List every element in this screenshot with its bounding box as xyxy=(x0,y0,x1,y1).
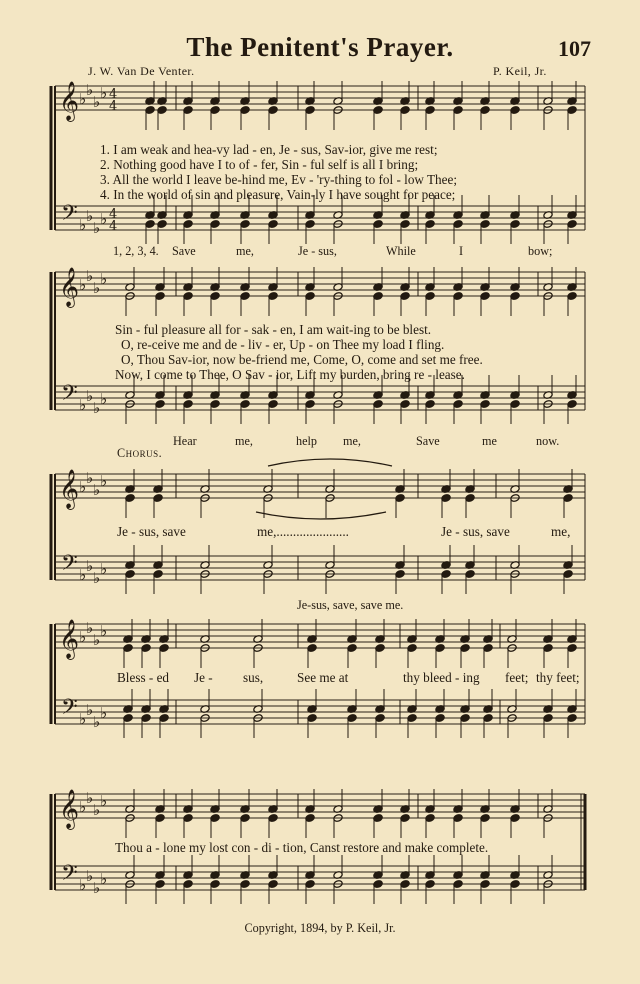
flat-sign: ♭ xyxy=(79,90,87,108)
tie-mark xyxy=(268,459,392,466)
tie-mark xyxy=(256,512,386,519)
time-signature: 4 xyxy=(109,87,118,102)
flat-sign: ♭ xyxy=(86,867,94,885)
flat-sign: ♭ xyxy=(79,876,87,894)
lyric-word: feet; xyxy=(505,670,529,685)
bass-clef: 𝄢 xyxy=(61,201,78,231)
flat-sign: ♭ xyxy=(86,267,94,285)
verse-line: O, re-ceive me and de - liv - er, Up - on Thee my load I fling. xyxy=(121,337,445,352)
verse-line: 3. All the world I leave be-hind me, Ev - 'ry-thing to fol - low Thee; xyxy=(100,172,458,187)
time-signature: 4 xyxy=(109,219,118,234)
flat-sign: ♭ xyxy=(93,801,101,819)
lyric-word: thy bleed - ing xyxy=(403,670,480,685)
bass-clef: 𝄢 xyxy=(61,695,78,725)
page-number: 107 xyxy=(558,36,591,61)
treble-clef: 𝄞 xyxy=(59,81,80,121)
lyric-word: sus, xyxy=(243,670,264,685)
chorus-label: Chorus. xyxy=(117,446,163,460)
lyric-word: me, xyxy=(343,434,361,448)
flat-sign: ♭ xyxy=(79,216,87,234)
lyric-word: Save xyxy=(172,244,196,258)
flat-sign: ♭ xyxy=(100,390,108,408)
lyric-word: me, xyxy=(235,434,253,448)
lyric-word: me, xyxy=(551,524,571,539)
flat-sign: ♭ xyxy=(93,481,101,499)
lyric-word: Je-sus, save, save me. xyxy=(297,598,404,612)
lyric-word: While xyxy=(386,244,416,258)
lyric-word: bow; xyxy=(528,244,553,258)
flat-sign: ♭ xyxy=(79,710,87,728)
flat-sign: ♭ xyxy=(100,270,108,288)
lyric-word: 1, 2, 3, 4. xyxy=(113,244,159,258)
lyric-word: me xyxy=(482,434,497,448)
flat-sign: ♭ xyxy=(86,557,94,575)
lyric-word: thy feet; xyxy=(536,670,580,685)
lyric-word: Je - sus, save xyxy=(441,524,510,539)
flat-sign: ♭ xyxy=(100,870,108,888)
lyric-word: now. xyxy=(536,434,560,448)
lyric-word: Je - sus, save xyxy=(117,524,186,539)
composer-credit: P. Keil, Jr. xyxy=(493,64,547,78)
flat-sign: ♭ xyxy=(86,701,94,719)
flat-sign: ♭ xyxy=(79,276,87,294)
hymn-title: The Penitent's Prayer. xyxy=(186,32,454,62)
flat-sign: ♭ xyxy=(86,207,94,225)
flat-sign: ♭ xyxy=(100,622,108,640)
lyric-word: Hear xyxy=(173,434,197,448)
flat-sign: ♭ xyxy=(79,628,87,646)
lyric-word: Je - sus, xyxy=(298,244,337,258)
lyric-word: Bless - ed xyxy=(117,670,170,685)
copyright-notice: Copyright, 1894, by P. Keil, Jr. xyxy=(244,921,396,935)
flat-sign: ♭ xyxy=(93,569,101,587)
flat-sign: ♭ xyxy=(93,93,101,111)
treble-clef: 𝄞 xyxy=(59,469,80,509)
bass-clef: 𝄢 xyxy=(61,381,78,411)
flat-sign: ♭ xyxy=(93,279,101,297)
verse-line: 4. In the world of sin and pleasure, Vain-ly I have sought for peace; xyxy=(100,187,456,202)
verse-line: 2. Nothing good have I to of - fer, Sin - ful self is all I bring; xyxy=(100,157,419,172)
time-signature: 4 xyxy=(109,207,118,222)
flat-sign: ♭ xyxy=(86,789,94,807)
lyric-word: Thou a - lone my lost con - di - tion, Canst restore and make complete. xyxy=(115,840,489,855)
lyric-word: help xyxy=(296,434,317,448)
lyric-word: Save xyxy=(416,434,440,448)
flat-sign: ♭ xyxy=(79,798,87,816)
flat-sign: ♭ xyxy=(93,631,101,649)
flat-sign: ♭ xyxy=(93,219,101,237)
verse-line: 1. I am weak and hea-vy lad - en, Je - sus, Sav-ior, give me rest; xyxy=(100,142,438,157)
bass-clef: 𝄢 xyxy=(61,861,78,891)
verse-line: Now, I come to Thee, O Sav - ior, Lift my burden, bring re - lease. xyxy=(115,367,465,382)
flat-sign: ♭ xyxy=(100,472,108,490)
flat-sign: ♭ xyxy=(100,210,108,228)
lyric-word: Je - xyxy=(194,670,213,685)
treble-clef: 𝄞 xyxy=(59,267,80,307)
flat-sign: ♭ xyxy=(100,84,108,102)
flat-sign: ♭ xyxy=(93,879,101,897)
lyric-word: me,...................... xyxy=(257,524,349,539)
flat-sign: ♭ xyxy=(86,81,94,99)
flat-sign: ♭ xyxy=(93,399,101,417)
lyric-word: me, xyxy=(236,244,254,258)
flat-sign: ♭ xyxy=(100,792,108,810)
flat-sign: ♭ xyxy=(79,478,87,496)
treble-clef: 𝄞 xyxy=(59,619,80,659)
flat-sign: ♭ xyxy=(79,566,87,584)
lyric-word: See me at xyxy=(297,670,349,685)
verse-line: Sin - ful pleasure all for - sak - en, I am wait-ing to be blest. xyxy=(115,322,432,337)
flat-sign: ♭ xyxy=(100,704,108,722)
flat-sign: ♭ xyxy=(93,713,101,731)
treble-clef: 𝄞 xyxy=(59,789,80,829)
verse-line: O, Thou Sav-ior, now be-friend me, Come, O, come and set me free. xyxy=(121,352,483,367)
flat-sign: ♭ xyxy=(100,560,108,578)
bass-clef: 𝄢 xyxy=(61,551,78,581)
flat-sign: ♭ xyxy=(79,396,87,414)
lyric-word: I xyxy=(459,244,464,258)
flat-sign: ♭ xyxy=(86,469,94,487)
lyricist-credit: J. W. Van De Venter. xyxy=(88,64,195,78)
time-signature: 4 xyxy=(109,99,118,114)
flat-sign: ♭ xyxy=(86,619,94,637)
flat-sign: ♭ xyxy=(86,387,94,405)
